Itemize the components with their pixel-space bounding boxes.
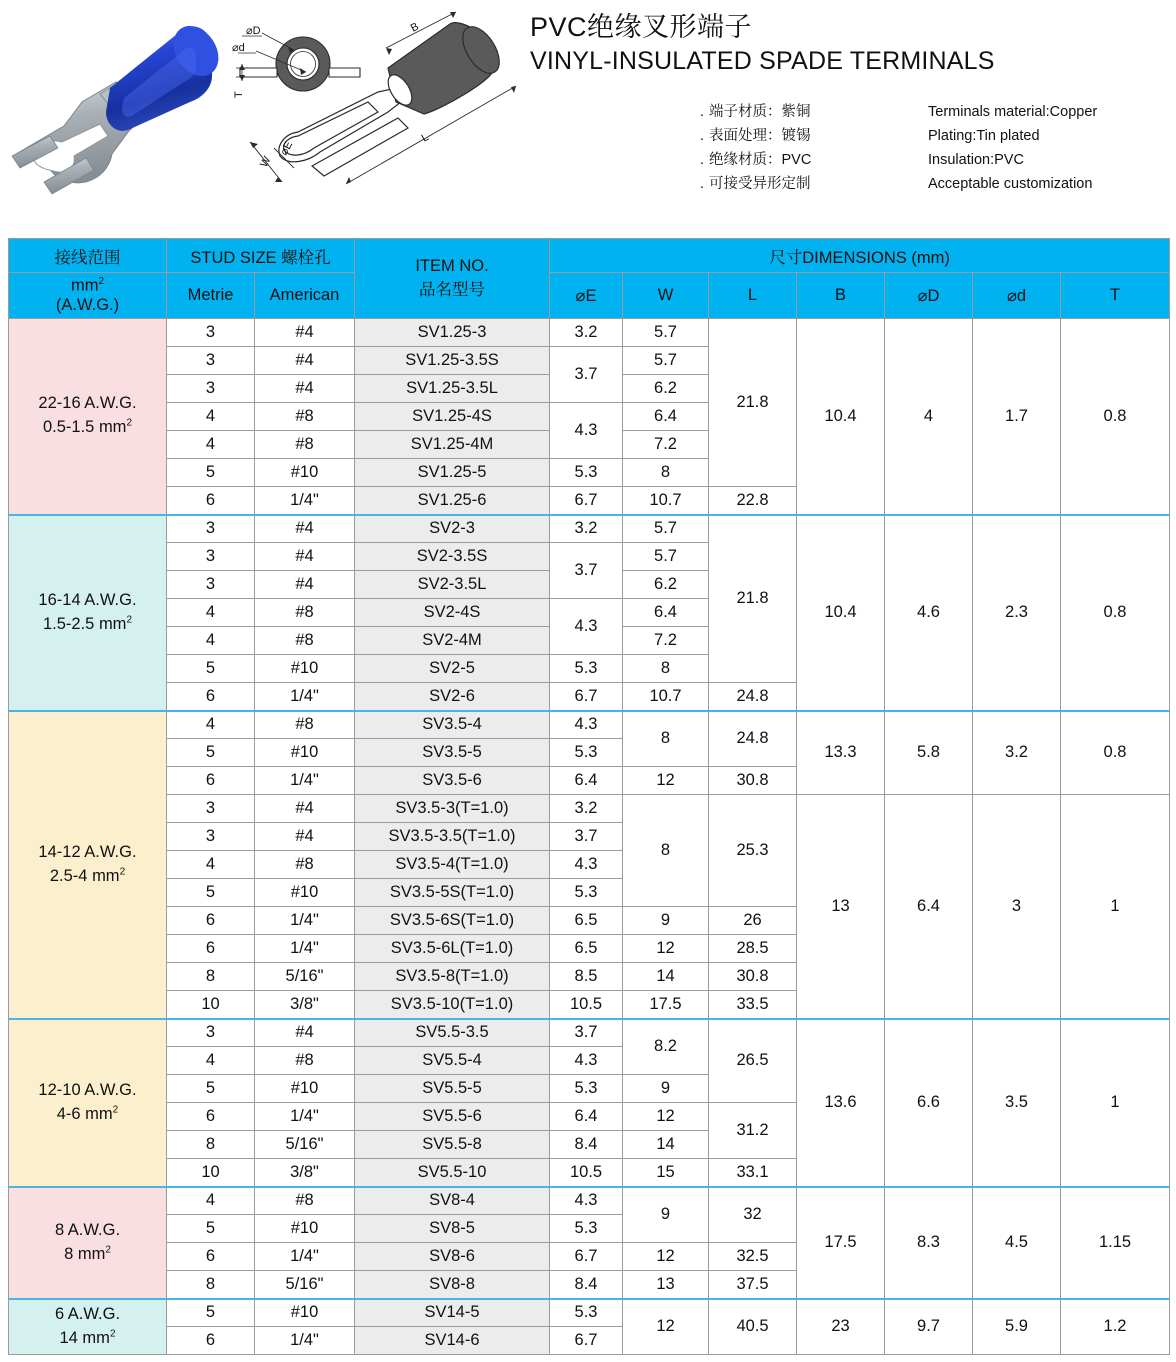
th-metric: Metrie	[167, 273, 255, 319]
cell-metric: 10	[167, 1159, 255, 1187]
header-section	[0, 0, 1176, 228]
cell-item-no: SV2-4M	[355, 627, 550, 655]
cell-dim-E: 5.3	[550, 655, 623, 683]
cell-item-no: SV8-4	[355, 1187, 550, 1215]
cell-american: #10	[255, 655, 355, 683]
cell-metric: 10	[167, 991, 255, 1019]
cell-metric: 4	[167, 1187, 255, 1215]
cell-metric: 3	[167, 823, 255, 851]
spec-cn: . 端子材质：紫铜	[700, 104, 811, 120]
cell-dim-E: 5.3	[550, 1215, 623, 1243]
cell-metric: 5	[167, 1299, 255, 1327]
cell-item-no: SV1.25-3	[355, 319, 550, 347]
awg-line2: 4-6 $mm^2$	[56, 1104, 119, 1123]
cell-dim-bigD: 8.3	[885, 1187, 973, 1299]
awg-line1: 6 A.W.G.	[54, 1304, 121, 1323]
table-row	[9, 1019, 1170, 1047]
th-item-no-en: ITEM NO.	[415, 257, 489, 275]
cell-american: 1/4"	[255, 767, 355, 795]
cell-dim-bigD: 9.7	[885, 1299, 973, 1355]
cell-metric: 5	[167, 1215, 255, 1243]
cell-dim-W: 14	[623, 963, 709, 991]
th-wire-range: 接线范围	[9, 239, 167, 273]
awg-line2: 2.5-4 $mm^2$	[49, 866, 126, 885]
cell-dim-E: 4.3	[550, 851, 623, 879]
cell-item-no: SV2-3.5L	[355, 571, 550, 599]
cell-dim-E: 4.3	[550, 711, 623, 739]
cell-dim-E: 5.3	[550, 459, 623, 487]
cell-metric: 3	[167, 515, 255, 543]
cell-dim-L: 30.8	[709, 767, 797, 795]
cell-dim-E: 6.5	[550, 935, 623, 963]
th-stud-size: STUD SIZE 螺栓孔	[167, 239, 355, 273]
cell-dim-E: 8.4	[550, 1131, 623, 1159]
cell-american: 1/4"	[255, 1327, 355, 1355]
cell-dim-bigD: 5.8	[885, 711, 973, 795]
cell-metric: 6	[167, 1103, 255, 1131]
cell-metric: 5	[167, 879, 255, 907]
cell-dim-W: 12	[623, 767, 709, 795]
cell-dim-E: 3.7	[550, 347, 623, 403]
cell-dim-L: 28.5	[709, 935, 797, 963]
cell-american: #4	[255, 375, 355, 403]
cell-metric: 3	[167, 347, 255, 375]
cell-american: 1/4"	[255, 1243, 355, 1271]
wire-range-cell	[9, 1299, 167, 1355]
drawing-label-L: L	[419, 131, 431, 145]
cell-american: #8	[255, 711, 355, 739]
cell-american: #4	[255, 319, 355, 347]
cell-dim-W: 5.7	[623, 515, 709, 543]
cell-american: #4	[255, 823, 355, 851]
cell-dim-L: 21.8	[709, 319, 797, 487]
cell-dim-W: 5.7	[623, 543, 709, 571]
cell-metric: 8	[167, 963, 255, 991]
cell-metric: 4	[167, 403, 255, 431]
cell-dim-L: 22.8	[709, 487, 797, 515]
wire-range-cell	[9, 319, 167, 515]
cell-item-no: SV8-6	[355, 1243, 550, 1271]
specification-table	[8, 238, 1170, 1355]
awg-line2: 8 $mm^2$	[64, 1244, 111, 1263]
th-dim-bigD: ⌀D	[885, 273, 973, 319]
cell-american: #10	[255, 879, 355, 907]
th-item-no-cn: 品名型号	[419, 281, 486, 299]
cell-american: #4	[255, 515, 355, 543]
cell-american: #8	[255, 851, 355, 879]
cell-dim-E: 6.5	[550, 907, 623, 935]
spec-en: Terminals material:Copper	[928, 104, 1098, 120]
cell-item-no: SV2-3	[355, 515, 550, 543]
cell-dim-E: 5.3	[550, 879, 623, 907]
cell-item-no: SV3.5-5	[355, 739, 550, 767]
header-row-1	[9, 239, 1170, 273]
cell-dim-L: 33.5	[709, 991, 797, 1019]
th-item-no	[355, 239, 550, 319]
cell-dim-W: 12	[623, 1299, 709, 1355]
cell-item-no: SV3.5-3(T=1.0)	[355, 795, 550, 823]
cell-dim-E: 6.7	[550, 1243, 623, 1271]
cell-item-no: SV3.5-6	[355, 767, 550, 795]
cell-metric: 4	[167, 851, 255, 879]
cell-american: #8	[255, 1047, 355, 1075]
th-american: American	[255, 273, 355, 319]
cell-metric: 5	[167, 459, 255, 487]
cell-metric: 3	[167, 1019, 255, 1047]
th-dim-B: B	[797, 273, 885, 319]
cell-dim-E: 6.7	[550, 487, 623, 515]
cell-item-no: SV5.5-4	[355, 1047, 550, 1075]
cell-dim-E: 3.2	[550, 795, 623, 823]
spec-item	[700, 100, 1176, 124]
cell-item-no: SV3.5-10(T=1.0)	[355, 991, 550, 1019]
cell-metric: 6	[167, 935, 255, 963]
cell-dim-B: 13.6	[797, 1019, 885, 1187]
cell-dim-bigD: 4	[885, 319, 973, 515]
cell-dim-W: 15	[623, 1159, 709, 1187]
th-dimensions: 尺寸DIMENSIONS (mm)	[550, 239, 1170, 273]
cell-dim-bigD: 4.6	[885, 515, 973, 711]
cell-item-no: SV5.5-5	[355, 1075, 550, 1103]
cell-american: #8	[255, 627, 355, 655]
awg-line2: 1.5-2.5 $mm^2$	[42, 614, 132, 633]
cell-american: 5/16"	[255, 1131, 355, 1159]
awg-line2: 0.5-1.5 $mm^2$	[42, 417, 132, 437]
cell-american: 5/16"	[255, 963, 355, 991]
awg-line1: 16-14 A.W.G.	[38, 590, 137, 609]
cell-american: 1/4"	[255, 1103, 355, 1131]
cell-dim-L: 32.5	[709, 1243, 797, 1271]
cell-dim-B: 13	[797, 795, 885, 1019]
cell-dim-W: 6.4	[623, 599, 709, 627]
cell-metric: 5	[167, 655, 255, 683]
cell-metric: 6	[167, 1243, 255, 1271]
cell-item-no: SV8-8	[355, 1271, 550, 1299]
cell-american: 1/4"	[255, 683, 355, 711]
th-dim-T: T	[1061, 273, 1170, 319]
cell-american: #4	[255, 1019, 355, 1047]
header-row-2	[9, 273, 1170, 319]
cell-dim-E: 5.3	[550, 1075, 623, 1103]
spec-en: Plating:Tin plated	[928, 128, 1040, 144]
cell-dim-L: 24.8	[709, 683, 797, 711]
cell-dim-W: 9	[623, 907, 709, 935]
cell-dim-W: 12	[623, 935, 709, 963]
cell-item-no: SV5.5-8	[355, 1131, 550, 1159]
cell-item-no: SV5.5-6	[355, 1103, 550, 1131]
cell-dim-W: 9	[623, 1075, 709, 1103]
cell-american: #8	[255, 1187, 355, 1215]
cell-item-no: SV14-5	[355, 1299, 550, 1327]
th-unit-awg: (A.W.G.)	[55, 295, 120, 314]
th-unit-mm: $mm^2$	[70, 276, 105, 295]
table-row	[9, 1187, 1170, 1215]
cell-dim-L: 21.8	[709, 515, 797, 683]
cell-dim-L: 31.2	[709, 1103, 797, 1159]
cell-metric: 3	[167, 375, 255, 403]
cell-dim-smalld: 3.5	[973, 1019, 1061, 1187]
cell-dim-smalld: 3.2	[973, 711, 1061, 795]
awg-line1: 22-16 A.W.G.	[38, 394, 137, 413]
cell-american: #4	[255, 543, 355, 571]
th-dim-smalld: ⌀d	[973, 273, 1061, 319]
cell-dim-E: 3.7	[550, 1019, 623, 1047]
cell-dim-E: 6.7	[550, 1327, 623, 1355]
cell-dim-B: 17.5	[797, 1187, 885, 1299]
cell-dim-B: 23	[797, 1299, 885, 1355]
cell-item-no: SV1.25-4M	[355, 431, 550, 459]
cell-dim-W: 6.2	[623, 571, 709, 599]
cell-dim-E: 8.5	[550, 963, 623, 991]
cell-dim-T: 1.15	[1061, 1187, 1170, 1299]
spec-en: Acceptable customization	[928, 176, 1093, 192]
cell-metric: 4	[167, 431, 255, 459]
cell-dim-W: 7.2	[623, 627, 709, 655]
technical-drawing	[228, 6, 528, 211]
cell-dim-W: 12	[623, 1243, 709, 1271]
cell-dim-E: 5.3	[550, 1299, 623, 1327]
cell-dim-bigD: 6.6	[885, 1019, 973, 1187]
cell-dim-T: 1	[1061, 1019, 1170, 1187]
cell-dim-E: 6.7	[550, 683, 623, 711]
cell-dim-smalld: 4.5	[973, 1187, 1061, 1299]
cell-item-no: SV2-6	[355, 683, 550, 711]
wire-range-cell	[9, 711, 167, 1019]
cell-dim-W: 8	[623, 711, 709, 767]
table-row	[9, 515, 1170, 543]
cell-item-no: SV5.5-10	[355, 1159, 550, 1187]
cell-american: #8	[255, 599, 355, 627]
table-row	[9, 1299, 1170, 1327]
cell-dim-bigD: 6.4	[885, 795, 973, 1019]
cell-dim-L: 33.1	[709, 1159, 797, 1187]
cell-dim-smalld: 3	[973, 795, 1061, 1019]
cell-metric: 3	[167, 795, 255, 823]
cell-metric: 3	[167, 543, 255, 571]
cell-metric: 6	[167, 683, 255, 711]
cell-dim-L: 26	[709, 907, 797, 935]
cell-american: 3/8"	[255, 991, 355, 1019]
cell-american: 1/4"	[255, 935, 355, 963]
cell-dim-E: 10.5	[550, 1159, 623, 1187]
cell-american: #10	[255, 459, 355, 487]
cell-dim-W: 14	[623, 1131, 709, 1159]
cell-dim-E: 4.3	[550, 1047, 623, 1075]
cell-item-no: SV8-5	[355, 1215, 550, 1243]
drawing-label-E: ⌀E	[278, 139, 296, 158]
cell-dim-E: 8.4	[550, 1271, 623, 1299]
cell-american: #4	[255, 795, 355, 823]
cell-dim-L: 25.3	[709, 795, 797, 907]
cell-dim-E: 6.4	[550, 1103, 623, 1131]
cell-dim-E: 3.2	[550, 319, 623, 347]
cell-american: #4	[255, 571, 355, 599]
awg-line1: 14-12 A.W.G.	[38, 842, 137, 861]
cell-american: #10	[255, 1075, 355, 1103]
cell-american: #10	[255, 1215, 355, 1243]
cell-metric: 8	[167, 1131, 255, 1159]
cell-metric: 5	[167, 739, 255, 767]
cell-american: #8	[255, 431, 355, 459]
title-block	[530, 12, 1176, 76]
cell-metric: 6	[167, 487, 255, 515]
cell-dim-T: 1.2	[1061, 1299, 1170, 1355]
cell-item-no: SV1.25-3.5L	[355, 375, 550, 403]
cell-dim-L: 26.5	[709, 1019, 797, 1103]
spec-item	[700, 124, 1176, 148]
cell-item-no: SV5.5-3.5	[355, 1019, 550, 1047]
cell-metric: 6	[167, 767, 255, 795]
cell-dim-W: 6.4	[623, 403, 709, 431]
cell-dim-B: 10.4	[797, 319, 885, 515]
cell-dim-L: 37.5	[709, 1271, 797, 1299]
table-head	[9, 239, 1170, 319]
cell-american: 1/4"	[255, 907, 355, 935]
cell-metric: 4	[167, 599, 255, 627]
spec-cn: . 绝缘材质：PVC	[700, 152, 812, 168]
cell-item-no: SV14-6	[355, 1327, 550, 1355]
drawing-label-T: T	[233, 91, 245, 98]
cell-dim-W: 5.7	[623, 319, 709, 347]
cell-metric: 4	[167, 627, 255, 655]
cell-dim-W: 7.2	[623, 431, 709, 459]
spec-item	[700, 148, 1176, 172]
cell-dim-L: 24.8	[709, 711, 797, 767]
awg-line1: 8 A.W.G.	[54, 1220, 121, 1239]
cell-metric: 6	[167, 1327, 255, 1355]
cell-dim-W: 8	[623, 459, 709, 487]
th-dim-L: L	[709, 273, 797, 319]
cell-item-no: SV3.5-3.5(T=1.0)	[355, 823, 550, 851]
drawing-label-B: B	[408, 20, 421, 35]
cell-dim-W: 10.7	[623, 487, 709, 515]
cell-dim-W: 10.7	[623, 683, 709, 711]
awg-line1: 12-10 A.W.G.	[38, 1080, 137, 1099]
cell-american: #10	[255, 1299, 355, 1327]
wire-range-cell	[9, 515, 167, 711]
cell-dim-W: 8.2	[623, 1019, 709, 1075]
cell-american: 1/4"	[255, 487, 355, 515]
cell-american: #4	[255, 347, 355, 375]
cell-dim-E: 3.2	[550, 515, 623, 543]
th-dim-W: W	[623, 273, 709, 319]
cell-metric: 4	[167, 711, 255, 739]
cell-dim-smalld: 1.7	[973, 319, 1061, 515]
cell-item-no: SV1.25-6	[355, 487, 550, 515]
cell-metric: 6	[167, 907, 255, 935]
cell-dim-B: 10.4	[797, 515, 885, 711]
cell-metric: 3	[167, 319, 255, 347]
cell-american: 5/16"	[255, 1271, 355, 1299]
cell-dim-E: 3.7	[550, 823, 623, 851]
cell-dim-L: 40.5	[709, 1299, 797, 1355]
cell-item-no: SV3.5-4	[355, 711, 550, 739]
cell-dim-W: 6.2	[623, 375, 709, 403]
cell-item-no: SV3.5-6S(T=1.0)	[355, 907, 550, 935]
cell-item-no: SV1.25-5	[355, 459, 550, 487]
cell-dim-T: 0.8	[1061, 711, 1170, 795]
cell-item-no: SV2-3.5S	[355, 543, 550, 571]
awg-line2: 14 $mm^2$	[59, 1328, 116, 1347]
th-wire-unit	[9, 273, 167, 319]
cell-item-no: SV2-4S	[355, 599, 550, 627]
cell-dim-smalld: 2.3	[973, 515, 1061, 711]
spec-cn: . 可接受异形定制	[700, 176, 811, 192]
cell-metric: 8	[167, 1271, 255, 1299]
cell-dim-E: 4.3	[550, 1187, 623, 1215]
cell-item-no: SV1.25-4S	[355, 403, 550, 431]
cell-item-no: SV3.5-4(T=1.0)	[355, 851, 550, 879]
spec-item	[700, 172, 1176, 196]
cell-dim-E: 10.5	[550, 991, 623, 1019]
page-title-cn: PVC绝缘叉形端子	[530, 12, 753, 42]
cell-dim-smalld: 5.9	[973, 1299, 1061, 1355]
cell-dim-E: 6.4	[550, 767, 623, 795]
table-row	[9, 319, 1170, 347]
spec-table-wrapper	[8, 238, 1169, 1355]
product-photo	[4, 6, 232, 216]
cell-item-no: SV1.25-3.5S	[355, 347, 550, 375]
page-title-en: VINYL-INSULATED SPADE TERMINALS	[530, 46, 995, 75]
drawing-label-bigD: ⌀D	[246, 25, 261, 37]
cell-dim-L: 32	[709, 1187, 797, 1243]
cell-dim-L: 30.8	[709, 963, 797, 991]
cell-metric: 5	[167, 1075, 255, 1103]
table-body	[9, 319, 1170, 1355]
cell-item-no: SV3.5-6L(T=1.0)	[355, 935, 550, 963]
cell-dim-W: 12	[623, 1103, 709, 1131]
cell-dim-W: 8	[623, 655, 709, 683]
th-dim-E: ⌀E	[550, 273, 623, 319]
spec-cn: . 表面处理：镀锡	[700, 128, 811, 144]
wire-range-cell	[9, 1019, 167, 1187]
cell-dim-T: 0.8	[1061, 319, 1170, 515]
cell-item-no: SV3.5-5S(T=1.0)	[355, 879, 550, 907]
table-row	[9, 711, 1170, 739]
cell-item-no: SV2-5	[355, 655, 550, 683]
spec-list	[700, 100, 1176, 196]
cell-dim-T: 1	[1061, 795, 1170, 1019]
cell-metric: 3	[167, 571, 255, 599]
cell-dim-W: 8	[623, 795, 709, 907]
cell-dim-W: 17.5	[623, 991, 709, 1019]
wire-range-cell	[9, 1187, 167, 1299]
cell-american: 3/8"	[255, 1159, 355, 1187]
cell-dim-E: 4.3	[550, 403, 623, 459]
drawing-label-smalld: ⌀d	[232, 42, 245, 54]
cell-dim-W: 9	[623, 1187, 709, 1243]
cell-metric: 4	[167, 1047, 255, 1075]
cell-dim-E: 3.7	[550, 543, 623, 599]
cell-american: #10	[255, 739, 355, 767]
drawing-label-W: W	[258, 154, 274, 170]
cell-dim-T: 0.8	[1061, 515, 1170, 711]
cell-dim-W: 5.7	[623, 347, 709, 375]
cell-dim-E: 5.3	[550, 739, 623, 767]
cell-dim-B: 13.3	[797, 711, 885, 795]
cell-american: #8	[255, 403, 355, 431]
cell-dim-E: 4.3	[550, 599, 623, 655]
spec-en: Insulation:PVC	[928, 152, 1024, 168]
table-row	[9, 795, 1170, 823]
cell-dim-W: 13	[623, 1271, 709, 1299]
cell-item-no: SV3.5-8(T=1.0)	[355, 963, 550, 991]
